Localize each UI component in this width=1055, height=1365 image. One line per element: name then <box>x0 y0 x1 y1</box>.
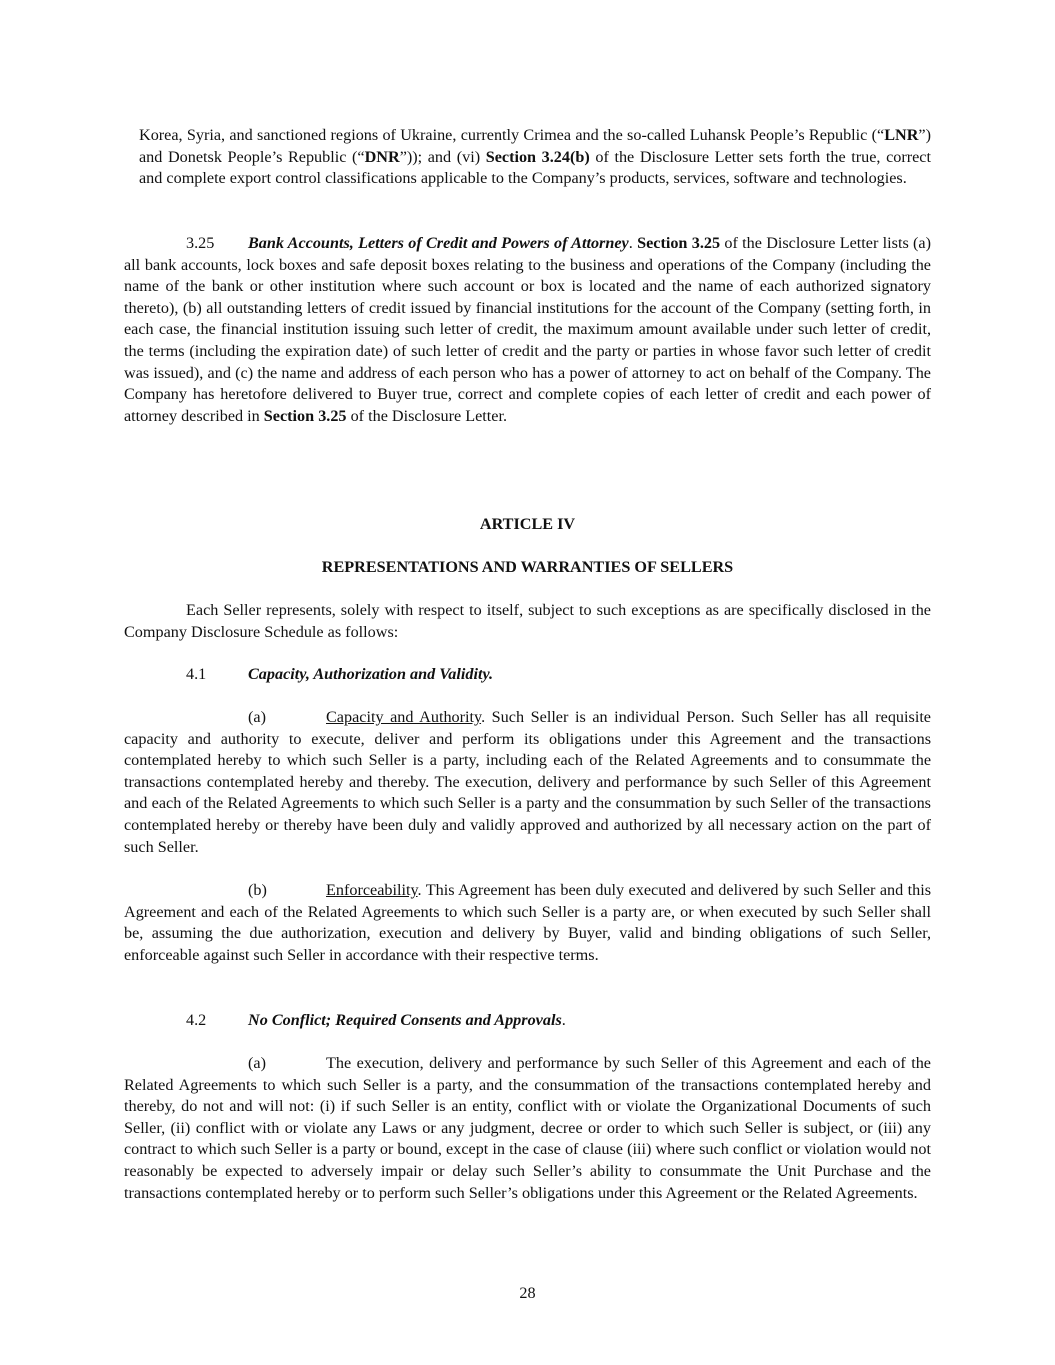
text-run: . Such Seller is an individual Person. Such Seller has all requisite capacity and authority to execute, deliver and perform its obligations under this Agreement and the transactions contemplated hereby to which such Seller is a party, including each of the Related Agreements and to consummate the transactions contemplated hereby and thereby. The execution, delivery and performance by such Seller of this Agreement and each of the Related Agreements to which such Seller is a party and the consummation by such Seller of the transactions contemplated hereby or thereby have been duly and validly approved and authorized by all necessary action on the part of such Seller. <box>124 708 931 856</box>
subsection-title: Enforceability <box>326 881 418 899</box>
subsection-label: (a) <box>248 1054 266 1072</box>
section-number: 4.1 <box>186 665 207 683</box>
subsection-label: (b) <box>248 881 267 899</box>
page-number: 28 <box>519 1284 536 1302</box>
section-reference: Section 3.24(b) <box>485 147 590 166</box>
section-title: Bank Accounts, Letters of Credit and Powers of Attorney <box>248 234 629 252</box>
section-3-25-paragraph <box>124 233 931 427</box>
text-run: of the Disclosure Letter. <box>346 406 508 425</box>
article-label: ARTICLE IV <box>479 515 576 533</box>
text-run: . This Agreement has been duly executed and delivered by such Seller and this Agreement and each of the Related Agreements to which such Seller is a party are, or when executed by such Seller shall be, assuming the due authorization, execution and delivery by Buyer, valid and binding obligations of such Seller, enforceable against such Seller in accordance with their respective terms. <box>124 881 931 964</box>
text-run: of the Disclosure Letter sets forth the true, correct and complete export control classifications applicable to the Company’s products, services, software and technologies. <box>139 147 931 188</box>
section-number: 4.2 <box>186 1011 207 1029</box>
text-run: of the Disclosure Letter lists (a) all bank accounts, lock boxes and safe deposit boxes relating to the business and operations of the Company (including the name of the bank or other institution where such account or box is located and the name of each authorized signatory thereto), (b) all outstanding letters of credit issued by financial institutions for the account of the Company (setting forth, in each case, the financial institution issuing such letter of credit, the maximum amount available under such letter of credit, the terms (including the expiration date) of such letter of credit and the party or parties in whose favor such letter of credit was issued), and (c) the name and address of each person who has a power of attorney to act on behalf of the Company. The Company has heretofore delivered to Buyer true, correct and complete copies of each letter of credit and each power of attorney described in <box>124 234 932 425</box>
section-reference: Section 3.25 <box>637 234 721 252</box>
section-title: Capacity, Authorization and Validity. <box>248 665 494 683</box>
section-title: No Conflict; Required Consents and Approvals <box>248 1011 562 1029</box>
section-3-24-continuation <box>139 125 931 190</box>
text-run: ”)); and (vi) <box>399 147 486 166</box>
section-reference: Section 3.25 <box>263 406 347 425</box>
section-number: 3.25 <box>186 234 215 252</box>
defined-term-dnr: DNR <box>364 147 400 166</box>
section-4-1-a <box>124 707 931 858</box>
text-run: The execution, delivery and performance by such Seller of this Agreement and each of the Related Agreements to which such Seller is a party, and the consummation of the transactions contemplated hereby and thereby, do not and will not: (i) if such Seller is an entity, conflict with or violate the Organizational Documents of such Seller, (ii) conflict with or violate any Laws or any judgment, decree or order to which such Seller is subject, or (iii) any contract to which such Seller is a party or bound, except in the case of clause (iii) where such conflict or violation would not reasonably be expected to adversely impair or delay such Seller’s ability to consummate the Unit Purchase and the transactions contemplated hereby or to perform such Seller’s obligations under this Agreement or the Related Agreements. <box>124 1054 931 1202</box>
defined-term-lnr: LNR <box>884 126 919 144</box>
text-run: . <box>628 234 638 252</box>
section-4-2-heading <box>186 1010 566 1032</box>
subsection-title: Capacity and Authority <box>326 708 482 726</box>
subsection-label: (a) <box>248 708 266 726</box>
section-4-1-heading <box>186 664 493 686</box>
section-4-1-b <box>124 880 931 966</box>
text-run: . <box>561 1011 566 1029</box>
section-4-2-a <box>124 1053 931 1204</box>
article-intro: Each Seller represents, solely with respect to itself, subject to such exceptions as are specifically disclosed in the Company Disclosure Schedule as follows: <box>124 601 931 641</box>
text-run: Korea, Syria, and sanctioned regions of Ukraine, currently Crimea and the so-called Luhansk People’s Republic (“ <box>139 126 885 144</box>
article-title: REPRESENTATIONS AND WARRANTIES OF SELLERS <box>321 558 734 576</box>
text-run: ”) and Donetsk People’s Republic (“ <box>139 126 931 166</box>
